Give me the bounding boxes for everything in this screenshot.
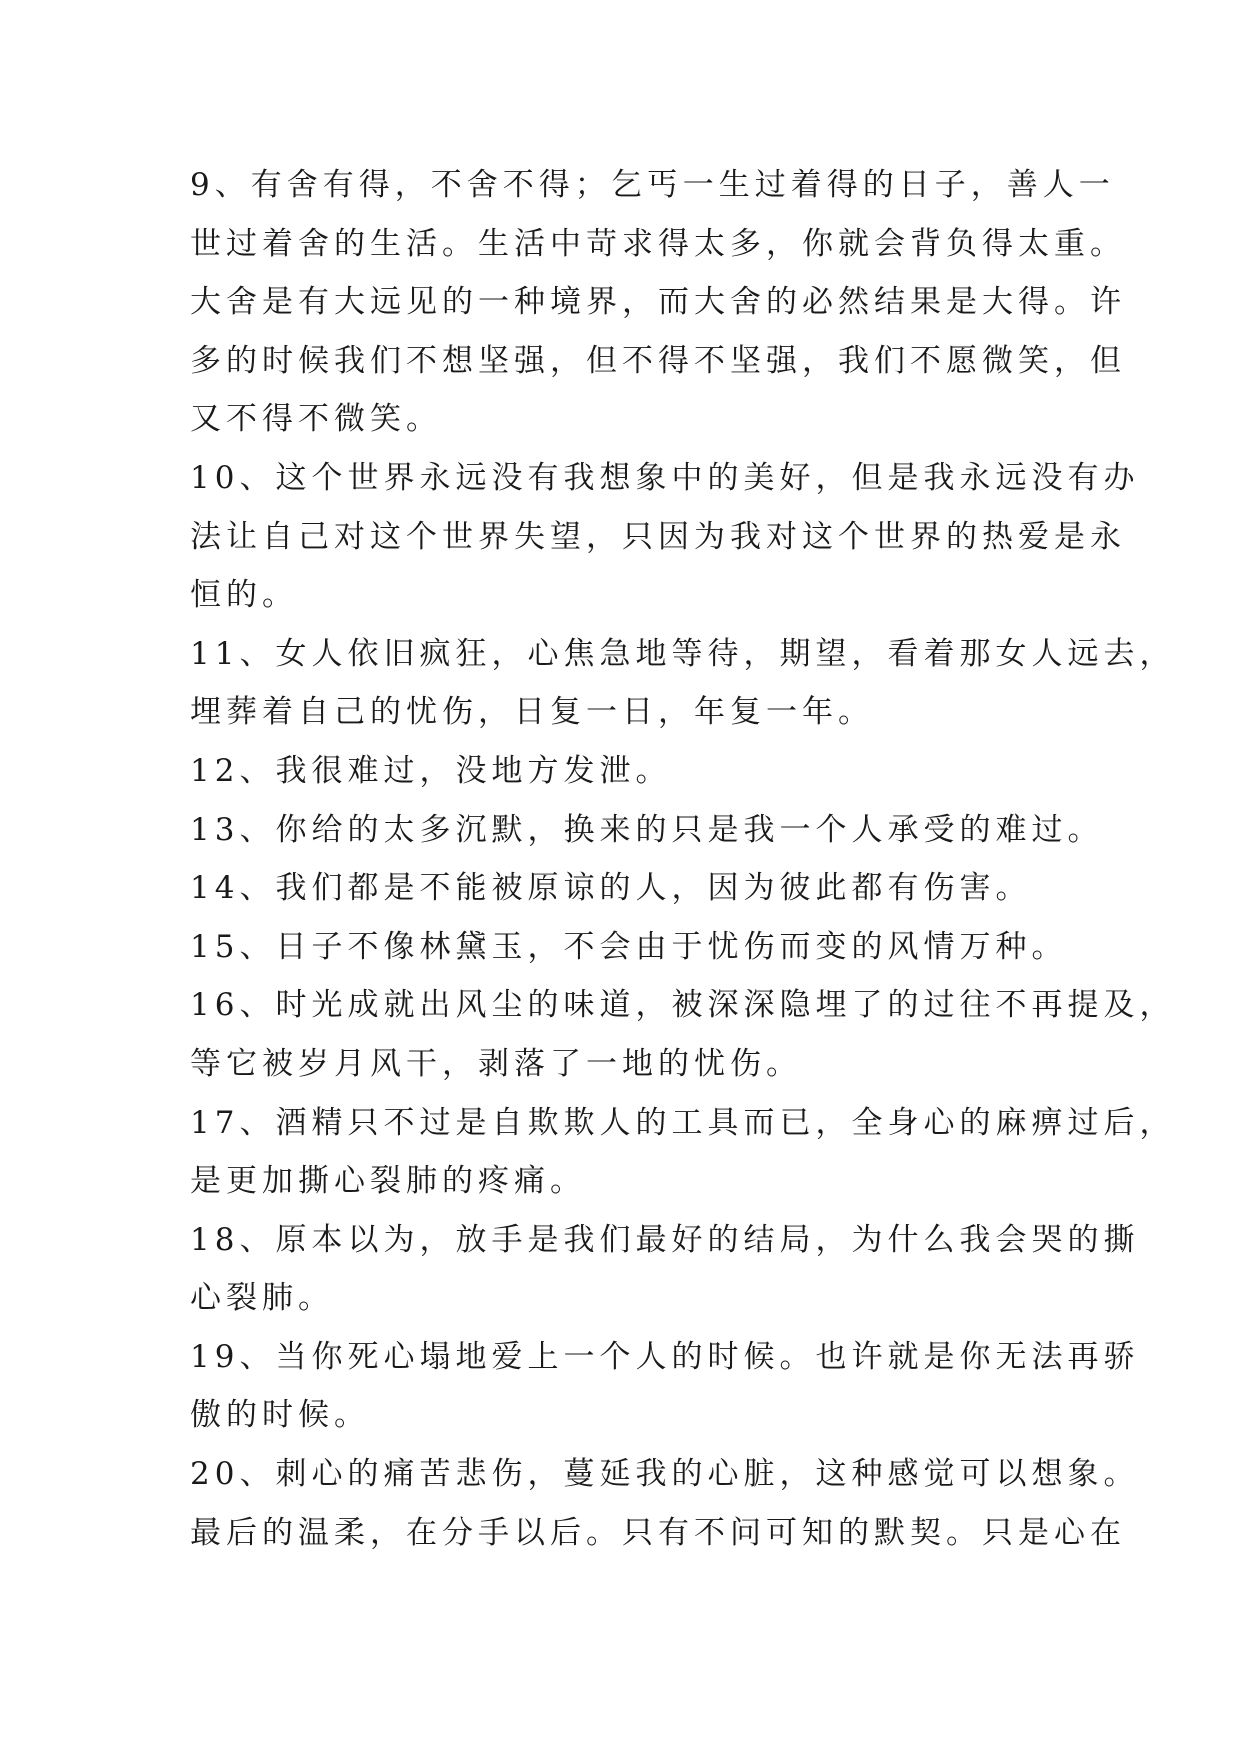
text-line: 最后的温柔，在分手以后。只有不问可知的默契。只是心在 (190, 1514, 1126, 1551)
text-line: 14、我们都是不能被原谅的人，因为彼此都有伤害。 (190, 870, 1032, 907)
text-line: 15、日子不像林黛玉，不会由于忧伤而变的风情万种。 (190, 928, 1068, 965)
text-line: 法让自己对这个世界失望，只因为我对这个世界的热爱是永 (190, 518, 1126, 555)
document-body (190, 156, 1176, 1562)
text-line: 13、你给的太多沉默，换来的只是我一个人承受的难过。 (190, 811, 1104, 848)
text-line: 心裂肺。 (190, 1280, 334, 1317)
text-line: 等它被岁月风干，剥落了一地的忧伤。 (190, 1045, 802, 1082)
text-line: 20、刺心的痛苦悲伤，蔓延我的心脏，这种感觉可以想象。 (190, 1456, 1140, 1493)
text-line: 10、这个世界永远没有我想象中的美好，但是我永远没有办 (190, 459, 1140, 496)
text-line: 多的时候我们不想坚强，但不得不坚强，我们不愿微笑，但 (190, 342, 1126, 379)
text-line: 大舍是有大远见的一种境界，而大舍的必然结果是大得。许 (190, 284, 1126, 321)
text-line: 又不得不微笑。 (190, 401, 442, 438)
text-line: 恒的。 (190, 577, 298, 614)
text-line: 16、时光成就出风尘的味道，被深深隐埋了的过往不再提及， (190, 987, 1176, 1024)
text-line: 11、女人依旧疯狂，心焦急地等待，期望，看着那女人远去， (190, 635, 1176, 672)
text-line: 9、有舍有得，不舍不得；乞丐一生过着得的日子，善人一 (190, 167, 1115, 203)
text-line: 埋葬着自己的忧伤，日复一日，年复一年。 (190, 694, 874, 731)
text-line: 傲的时候。 (190, 1397, 370, 1434)
text-line: 19、当你死心塌地爱上一个人的时候。也许就是你无法再骄 (190, 1338, 1140, 1375)
text-line: 18、原本以为，放手是我们最好的结局，为什么我会哭的撕 (190, 1221, 1140, 1258)
text-line: 12、我很难过，没地方发泄。 (190, 752, 672, 789)
text-line: 世过着舍的生活。生活中苛求得太多，你就会背负得太重。 (190, 225, 1126, 262)
text-line: 17、酒精只不过是自欺欺人的工具而已，全身心的麻痹过后， (190, 1104, 1176, 1141)
text-line: 是更加撕心裂肺的疼痛。 (190, 1163, 586, 1200)
